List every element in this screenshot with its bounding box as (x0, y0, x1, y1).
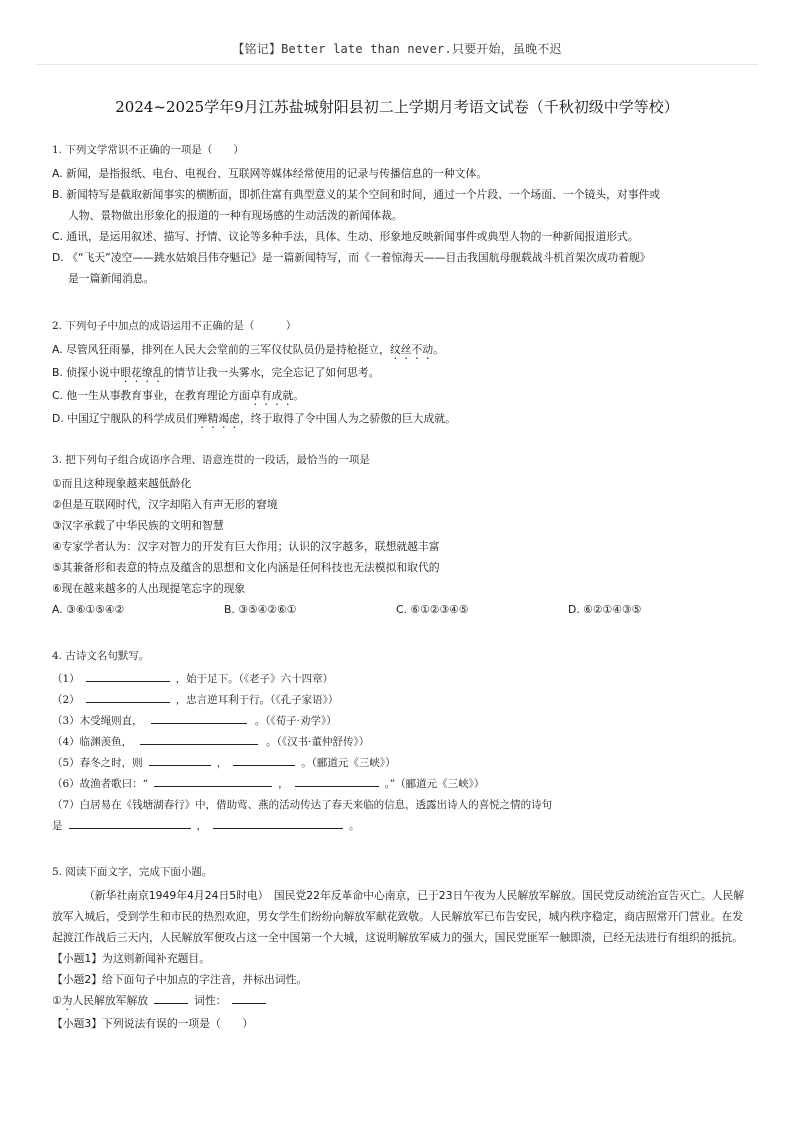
q2-b-text: B. 侦探小说中 (52, 366, 121, 379)
q1-option-b-line1: B. 新闻特写是截取新闻事实的横断面，即抓住富有典型意义的某个空间和时间，通过一个片段、一个场面、一个镜头，对事件或 (52, 188, 661, 201)
q3-sentence: ③汉字承载了中华民族的文明和智慧 (52, 519, 224, 532)
q5-s2a-number: ① (52, 994, 62, 1007)
q4-line-8 (52, 816, 752, 837)
q2-d-text: D. 中国辽宁舰队的科学成员们 (52, 412, 197, 425)
q4-l8-period: 。 (349, 820, 360, 832)
question-3-head: 3. 把下列句子组合成语序合理、语意连贯的一段话，最恰当的一项是 (52, 454, 370, 466)
question-1 (52, 142, 752, 289)
q5-s2a-dotted-char: 为 (61, 994, 73, 1007)
q4-line-7: （7）白居易在《钱塘湖春行》中，借助莺、燕的活动传达了春天来临的信息，透露出诗人的喜悦之情的诗句 (52, 799, 553, 811)
q2-c-tail: 。 (293, 389, 304, 402)
answer-blank[interactable] (154, 774, 272, 787)
q4-line-4 (52, 732, 752, 753)
q2-c-text: C. 他一生从事教育事业，在教育理论方面 (52, 389, 250, 402)
q4-line-1 (52, 669, 752, 690)
q1-option-c: C. 通讯，是运用叙述、描写、抒情、议论等多种手法，具体、生动、形象地反映新闻事件或典型人物的一种新闻报道形式。 (52, 230, 639, 243)
q4-l1-number: （1） (52, 673, 80, 685)
q4-l3-text: （3）木受绳则直， (52, 715, 143, 727)
q4-l4-text: （4）临渊羡鱼， (52, 736, 133, 748)
q5-s2a-pos-label: 词性： (194, 994, 227, 1007)
question-5-head: 5. 阅读下面文字，完成下面小题。 (52, 866, 213, 878)
question-4 (52, 648, 752, 837)
answer-blank[interactable] (86, 669, 170, 682)
q3-option-b: B. ③⑤④②⑥① (224, 603, 297, 616)
question-5 (52, 864, 752, 1034)
q4-l6-text: （6）故渔者歌曰：“ (52, 778, 149, 790)
q3-sentence: ①而且这种现象越来越低龄化 (52, 477, 192, 490)
q2-option-d (52, 408, 752, 431)
q5-news-passage: （新华社南京1949年4月24日5时电） 国民党22年反革命中心南京，已于23日午夜为人民解放军解放。国民党反动统治宣告灭亡。人民解放军入城后，受到学生和市民的热烈欢迎，男女学生们纷纷向解放军献花致敬。人民解放军已布告安民，城内秩序稳定，商店照常开门营业。在发起渡江作战后三天内，人民解放军便攻占这一全中国第一个大城，这说明解放军威力的强大，国民党匪军一触即溃，已经无法进行有组织的抵抗。 (52, 889, 745, 944)
answer-blank[interactable] (154, 991, 188, 1004)
q5-subquestion-2: 【小题2】给下面句子中加点的字注音，并标出词性。 (52, 973, 308, 986)
question-4-head: 4. 古诗文名句默写。 (52, 650, 150, 662)
q2-option-b (52, 362, 752, 385)
header-divider (36, 64, 758, 65)
q2-a-dotted-idiom: 纹丝不动 (389, 343, 434, 356)
answer-blank[interactable] (140, 732, 258, 745)
q4-l6-comma: ， (278, 778, 289, 790)
q4-l5-source: 。（郦道元《三峡》） (301, 757, 396, 769)
q4-l1-text: ，始于足下。（《老子》六十四章） (175, 673, 334, 685)
answer-blank[interactable] (69, 816, 191, 829)
q2-b-tail: 的情节让我一头雾水，完全忘记了如何思考。 (163, 366, 380, 379)
answer-blank[interactable] (233, 753, 295, 766)
q2-option-c (52, 385, 752, 408)
q5-s2a-text: 人民解放军解放 (72, 994, 149, 1007)
answer-blank[interactable] (213, 816, 343, 829)
q2-d-tail: ，终于取得了令中国人为之骄傲的巨大成就。 (239, 412, 456, 425)
q5-subquestion-2-item (52, 990, 752, 1013)
q1-option-d-line2: 是一篇新闻消息。 (68, 272, 155, 285)
q4-l2-text: ，忠言逆耳利于行。（《孔子家语》） (175, 694, 339, 706)
q3-sentence: ②但是互联网时代，汉字却陷入有声无形的窘境 (52, 498, 278, 511)
question-2 (52, 318, 752, 431)
q3-sentence: ⑥现在越来越多的人出现提笔忘字的现象 (52, 582, 246, 595)
q3-option-a: A. ③⑥①⑤④② (52, 603, 125, 616)
q2-a-tail: 。 (433, 343, 444, 356)
question-3 (52, 452, 752, 620)
q4-line-5 (52, 753, 752, 774)
q2-c-dotted-idiom: 卓有成就 (249, 389, 294, 402)
q2-option-a (52, 339, 752, 362)
answer-blank[interactable] (151, 711, 247, 724)
q1-option-a: A. 新闻，是指报纸、电台、电视台、互联网等媒体经常使用的记录与传播信息的一种文体。 (52, 167, 488, 180)
q3-sentence: ⑤其兼备形和表意的特点及蕴含的思想和文化内涵是任何科技也无法模拟和取代的 (52, 561, 440, 574)
q3-option-d: D. ⑥②①④③⑤ (568, 603, 642, 616)
q4-l8-comma: ， (196, 820, 207, 832)
q4-l4-source: 。（《汉书·董仲舒传》） (266, 736, 370, 748)
answer-blank[interactable] (149, 753, 211, 766)
q3-options (52, 599, 752, 620)
q2-a-text: A. 尽管风狂雨暴，排列在人民大会堂前的三军仪仗队员仍是持枪挺立， (52, 343, 390, 356)
q4-line-2 (52, 690, 752, 711)
page-title: 2024~2025学年9月江苏盐城射阳县初二上学期月考语文试卷（千秋初级中学等校） (115, 98, 679, 116)
answer-blank[interactable] (232, 991, 266, 1004)
q4-line-6 (52, 774, 752, 795)
q1-option-b-line2: 人物、景物做出形象化的报道的一种有现场感的生动活泼的新闻体裁。 (68, 209, 403, 222)
q4-line-3 (52, 711, 752, 732)
q4-l5-text: （5）春冬之时，则 (52, 757, 143, 769)
answer-blank[interactable] (86, 690, 170, 703)
question-2-head: 2. 下列句子中加点的成语运用不正确的是（ ） (52, 320, 297, 332)
q4-l6-source: 。”（郦道元《三峡》） (384, 778, 485, 790)
q5-subquestion-3: 【小题3】下列说法有误的一项是（ ） (52, 1017, 254, 1030)
q1-option-d-line1: D. 《“飞天”凌空——跳水姑娘吕伟夺魁记》是一篇新闻特写，而《一着惊海天——目击我国航母舰载战斗机首架次成功着舰》 (52, 251, 651, 264)
header-motto: 【铭记】Better late than never.只要开始，虽晚不迟 (232, 42, 562, 56)
q4-l3-source: 。（《荀子·劝学》） (254, 715, 337, 727)
q4-l5-comma: ， (216, 757, 228, 769)
answer-blank[interactable] (295, 774, 379, 787)
q2-d-dotted-idiom: 殚精竭虑 (196, 412, 240, 425)
q3-option-c: C. ⑥①②③④⑤ (396, 603, 469, 616)
q4-l2-number: （2） (52, 694, 80, 706)
q4-l8-text: 是 (52, 820, 63, 832)
question-1-head: 1. 下列文学常识不正确的一项是（ ） (52, 144, 244, 156)
q5-subquestion-1: 【小题1】为这则新闻补充题目。 (52, 952, 211, 965)
q2-b-dotted-idiom: 眼花缭乱 (120, 366, 164, 379)
q3-sentence: ④专家学者认为：汉字对智力的开发有巨大作用；认识的汉字越多，联想就越丰富 (52, 540, 440, 553)
